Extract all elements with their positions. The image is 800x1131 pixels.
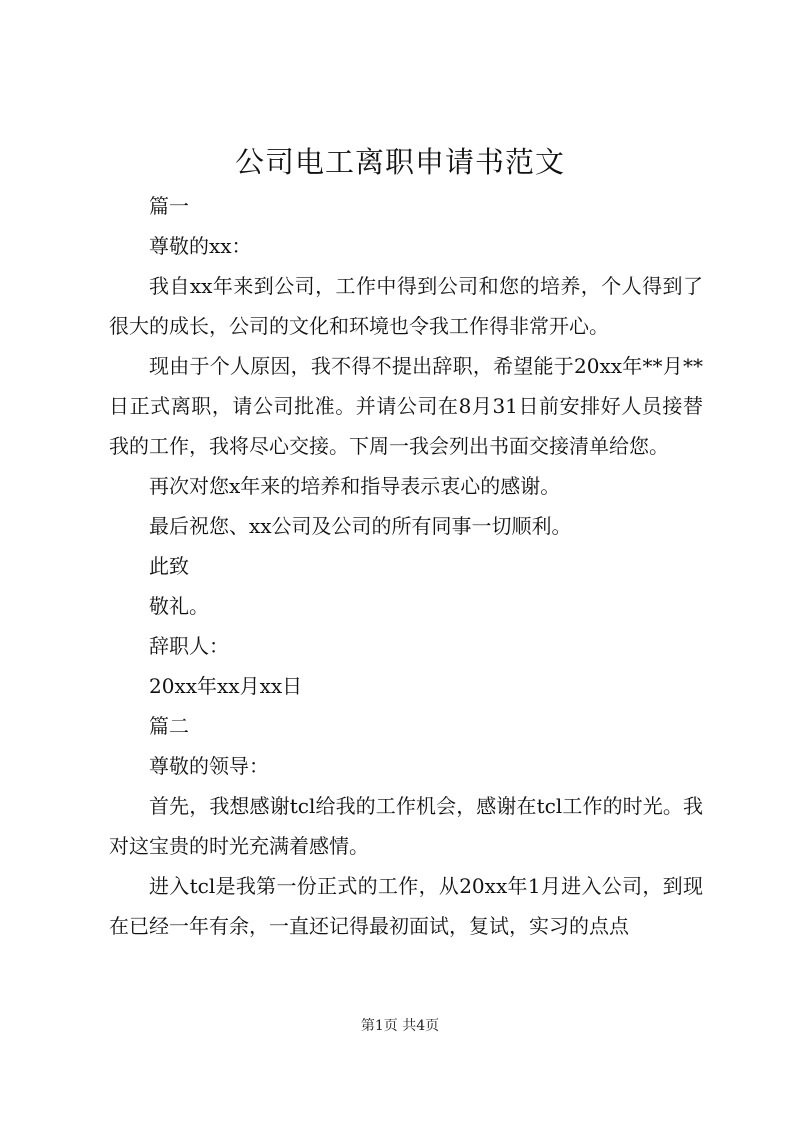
page-number-footer: 第1页 共4页 [360,1018,440,1034]
salutation-2: 尊敬的领导： [149,754,269,778]
document-body [109,186,703,946]
paragraph: 进入tcl是我第一份正式的工作，从20xx年1月进入公司，到现在已经一年有余，一直还记得最初面试，复试，实习的点点 [109,874,703,938]
closing-regards: 敬礼。 [149,594,209,618]
paragraph: 我自xx年来到公司，工作中得到公司和您的培养，个人得到了很大的成长，公司的文化和环境也令我工作得非常开心。 [109,274,703,338]
signature-label: 辞职人： [149,634,229,658]
closing-phrase: 此致 [149,554,189,578]
document-title: 公司电工离职申请书范文 [234,145,565,179]
paragraph: 首先，我想感谢tcl给我的工作机会，感谢在tcl工作的时光。我对这宝贵的时光充满着感情。 [109,794,703,858]
salutation-1: 尊敬的xx： [149,234,252,258]
section-heading-2: 篇二 [149,714,189,738]
paragraph: 再次对您x年来的培养和指导表示衷心的感谢。 [149,474,561,498]
signature-date: 20xx年xx月xx日 [149,674,303,698]
paragraph: 最后祝您、xx公司及公司的所有同事一切顺利。 [149,514,572,538]
paragraph: 现由于个人原因，我不得不提出辞职，希望能于20xx年**月**日正式离职，请公司批准。并请公司在8月31日前安排好人员接替我的工作，我将尽心交接。下周一我会列出书面交接清单给您。 [109,354,703,458]
section-heading-1: 篇一 [149,194,189,218]
